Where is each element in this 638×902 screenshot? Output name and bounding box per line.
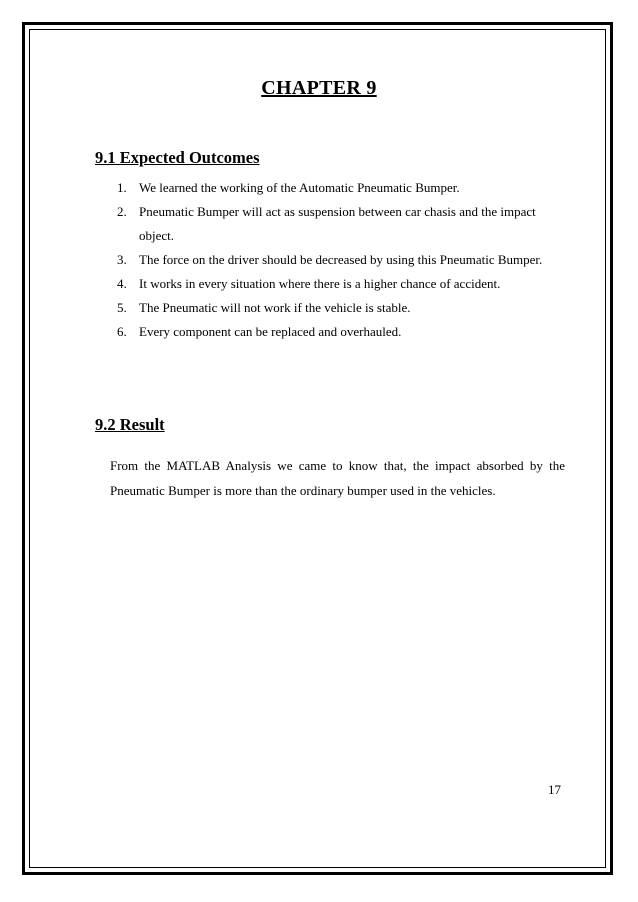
list-item-text: The Pneumatic will not work if the vehicle is stable.	[139, 300, 411, 315]
chapter-title: CHAPTER 9	[261, 77, 377, 99]
list-item-number: 1.	[117, 180, 127, 195]
section-heading-result: 9.2 Result	[95, 415, 165, 434]
page-number: 17	[548, 782, 561, 797]
list-item	[117, 176, 557, 200]
list-item	[117, 320, 557, 344]
list-item	[117, 272, 557, 296]
list-item-text: We learned the working of the Automatic Pneumatic Bumper.	[139, 180, 460, 195]
list-item-text: Every component can be replaced and overhauled.	[139, 324, 402, 339]
list-item	[117, 200, 557, 248]
list-item	[117, 248, 557, 272]
result-paragraph: From the MATLAB Analysis we came to know that, the impact absorbed by the Pneumatic Bumper is more than the ordinary bumper used in the vehicles.	[110, 458, 565, 498]
list-item	[117, 296, 557, 320]
list-item-number: 2.	[117, 204, 127, 219]
list-item-number: 5.	[117, 300, 127, 315]
list-item-number: 4.	[117, 276, 127, 291]
list-item-number: 6.	[117, 324, 127, 339]
list-item-number: 3.	[117, 252, 127, 267]
list-item-text: The force on the driver should be decreased by using this Pneumatic Bumper.	[139, 252, 543, 267]
list-item-text: Pneumatic Bumper will act as suspension between car chasis and the impact object.	[139, 204, 536, 243]
list-item-text: It works in every situation where there is a higher chance of accident.	[139, 276, 501, 291]
section-heading-expected-outcomes: 9.1 Expected Outcomes	[95, 148, 260, 167]
expected-outcomes-list	[117, 176, 557, 344]
